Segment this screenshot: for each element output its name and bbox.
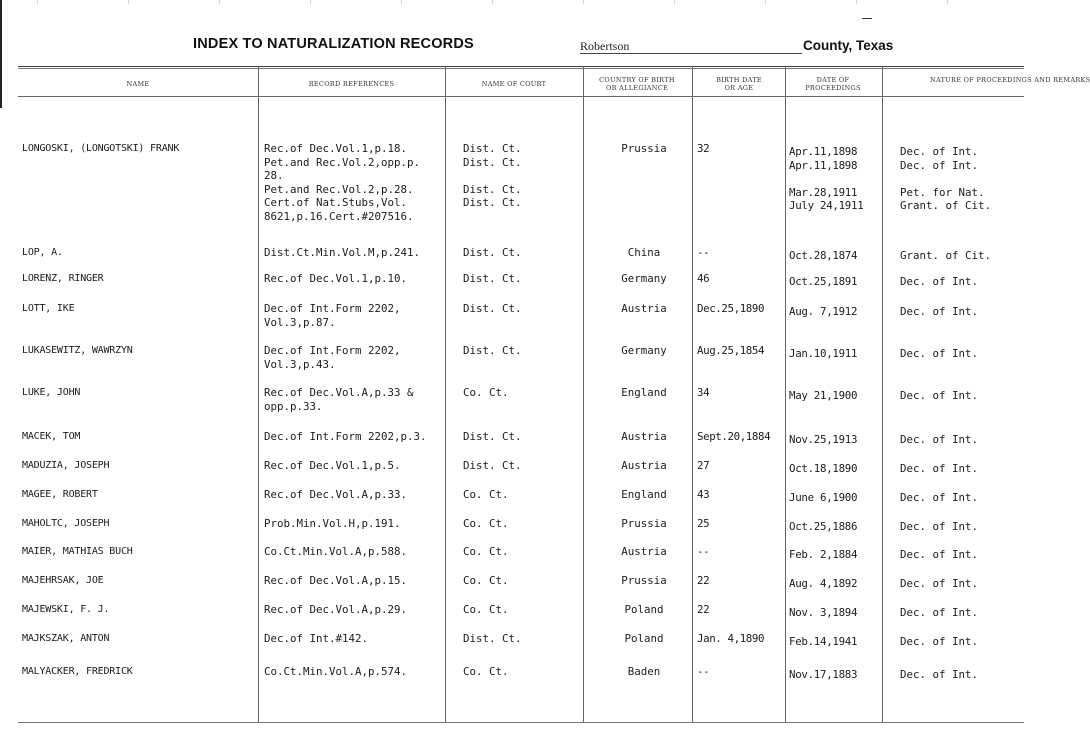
record-name: LOP, A. bbox=[22, 247, 63, 258]
cell-line: Dec.of Int.Form 2202, bbox=[264, 302, 401, 315]
cell-line: Co. Ct. bbox=[463, 517, 509, 530]
record-nature bbox=[900, 433, 978, 447]
record-references bbox=[264, 459, 401, 473]
column-divider bbox=[882, 67, 883, 723]
county-name: Robertson bbox=[580, 39, 630, 53]
record-nature bbox=[900, 389, 978, 403]
cell-line: Dec. of Int. bbox=[900, 433, 979, 446]
cell-line: Dec. of Int. bbox=[900, 305, 979, 318]
record-country: Austria bbox=[621, 459, 667, 472]
cell-line: Oct.18,1890 bbox=[789, 462, 858, 475]
cell-line: Co. Ct. bbox=[463, 488, 509, 501]
cell-line: Dec. of Int. bbox=[900, 548, 979, 561]
record-nature bbox=[900, 462, 978, 476]
cell-line: Rec.of Dec.Vol.A,p.33 & bbox=[264, 386, 414, 399]
cell-line: Co. Ct. bbox=[463, 545, 509, 558]
cell-line: Dec. of Int. bbox=[900, 158, 979, 172]
record-name: LOTT, IKE bbox=[22, 303, 75, 314]
record-references bbox=[264, 545, 407, 559]
record-name: LORENZ, RINGER bbox=[22, 273, 104, 284]
column-divider bbox=[445, 67, 446, 723]
record-birth: 46 bbox=[697, 272, 710, 285]
record-country: England bbox=[621, 488, 667, 501]
column-header-country: COUNTRY OF BIRTH OR ALLEGIANCE bbox=[599, 76, 675, 92]
record-court bbox=[463, 344, 522, 358]
record-references bbox=[264, 344, 401, 371]
record-name: MAJKSZAK, ANTON bbox=[22, 633, 110, 644]
record-nature bbox=[900, 635, 978, 649]
record-country: Prussia bbox=[621, 574, 667, 587]
column-header-court: NAME OF COURT bbox=[481, 80, 547, 88]
column-divider bbox=[583, 67, 584, 723]
cell-line: Dec. of Int. bbox=[900, 145, 979, 158]
record-birth: Dec.25,1890 bbox=[697, 302, 765, 315]
cell-line: Rec.of Dec.Vol.1,p.10. bbox=[264, 272, 408, 285]
cell-line: Dec. of Int. bbox=[900, 520, 979, 533]
column-header-date: DATE OF PROCEEDINGS bbox=[805, 76, 861, 92]
cell-line: Feb.14,1941 bbox=[789, 635, 858, 648]
record-name: MACEK, TOM bbox=[22, 431, 81, 442]
cell-line: Grant. of Cit. bbox=[900, 249, 992, 262]
record-name: MAIER, MATHIAS BUCH bbox=[22, 546, 133, 557]
cell-line: Apr.11,1898 bbox=[789, 145, 858, 158]
record-nature bbox=[900, 548, 978, 562]
record-references bbox=[264, 665, 407, 679]
cell-line: June 6,1900 bbox=[789, 491, 858, 504]
record-date bbox=[789, 548, 857, 562]
cell-line: Dist.Ct.Min.Vol.M,p.241. bbox=[264, 246, 421, 259]
cell-line bbox=[789, 172, 863, 186]
record-nature bbox=[900, 145, 991, 213]
record-nature bbox=[900, 491, 978, 505]
record-date bbox=[789, 577, 857, 591]
scan-dash-mark bbox=[862, 18, 872, 19]
cell-line: Aug. 7,1912 bbox=[789, 305, 858, 318]
record-birth: -- bbox=[697, 665, 710, 678]
record-date bbox=[789, 305, 857, 319]
record-references bbox=[264, 302, 401, 329]
record-name: MAJEWSKI, F. J. bbox=[22, 604, 110, 615]
record-court bbox=[463, 142, 522, 210]
record-country: Prussia bbox=[621, 517, 667, 530]
record-nature bbox=[900, 577, 978, 591]
record-country: Germany bbox=[621, 272, 667, 285]
record-birth: 25 bbox=[697, 517, 710, 530]
record-country: Poland bbox=[624, 632, 664, 645]
record-nature bbox=[900, 275, 978, 289]
record-birth: Jan. 4,1890 bbox=[697, 632, 765, 645]
page-title: INDEX TO NATURALIZATION RECORDS bbox=[193, 36, 474, 52]
record-nature bbox=[900, 305, 978, 319]
cell-line: Pet.and Rec.Vol.2,p.28. bbox=[264, 182, 414, 196]
record-birth: 43 bbox=[697, 488, 710, 501]
cell-line: Rec.of Dec.Vol.A,p.15. bbox=[264, 574, 408, 587]
record-birth: 32 bbox=[697, 142, 710, 155]
record-references bbox=[264, 603, 407, 617]
cell-line: Grant. of Cit. bbox=[900, 199, 992, 212]
record-nature bbox=[900, 520, 978, 534]
record-country: Austria bbox=[621, 430, 667, 443]
record-references bbox=[264, 272, 407, 286]
record-birth: 22 bbox=[697, 574, 710, 587]
record-court bbox=[463, 386, 509, 400]
record-court bbox=[463, 246, 522, 260]
column-divider bbox=[258, 67, 259, 723]
cell-line: Rec.of Dec.Vol.1,p.18. bbox=[264, 142, 408, 155]
record-country: Prussia bbox=[621, 142, 667, 155]
record-references bbox=[264, 142, 420, 223]
header-bottom-rule bbox=[18, 96, 1024, 97]
record-country: England bbox=[621, 386, 667, 399]
cell-line: Dec.of Int.Form 2202, bbox=[264, 344, 401, 357]
cell-line: Dist. Ct. bbox=[463, 632, 522, 645]
cell-line: Dist. Ct. bbox=[463, 196, 522, 209]
cell-line: Nov.25,1913 bbox=[789, 433, 858, 446]
cell-line: Co.Ct.Min.Vol.A,p.574. bbox=[264, 665, 408, 678]
record-nature bbox=[900, 347, 978, 361]
record-date bbox=[789, 606, 857, 620]
cell-line: July 24,1911 bbox=[789, 199, 864, 212]
cell-line: Dist. Ct. bbox=[463, 272, 522, 285]
column-header-record-references: RECORD REFERENCES bbox=[308, 80, 395, 88]
cell-line: Dist. Ct. bbox=[463, 459, 522, 472]
cell-line: Dec.of Int.#142. bbox=[264, 632, 369, 645]
cell-line: Cert.of Nat.Stubs,Vol. bbox=[264, 196, 408, 209]
cell-line: Dist. Ct. bbox=[463, 302, 522, 315]
record-court bbox=[463, 459, 522, 473]
county-suffix: County, Texas bbox=[803, 38, 894, 53]
cell-line: Jan.10,1911 bbox=[789, 347, 858, 360]
cell-line: Feb. 2,1884 bbox=[789, 548, 858, 561]
record-birth: Sept.20,1884 bbox=[697, 430, 771, 443]
record-birth: 22 bbox=[697, 603, 710, 616]
record-nature bbox=[900, 606, 978, 620]
record-birth: Aug.25,1854 bbox=[697, 344, 765, 357]
record-name: MAJEHRSAK, JOE bbox=[22, 575, 104, 586]
record-references bbox=[264, 386, 414, 413]
cell-line: Oct.25,1891 bbox=[789, 275, 858, 288]
record-country: Austria bbox=[621, 545, 667, 558]
cell-line: Dec. of Int. bbox=[900, 462, 979, 475]
cell-line: May 21,1900 bbox=[789, 389, 858, 402]
cell-line: Dist. Ct. bbox=[463, 430, 522, 443]
cell-line: Rec.of Dec.Vol.1,p.5. bbox=[264, 459, 401, 472]
cell-line: Dec. of Int. bbox=[900, 606, 979, 619]
record-country: China bbox=[627, 246, 661, 259]
record-date bbox=[789, 389, 857, 403]
record-date bbox=[789, 462, 857, 476]
record-court bbox=[463, 632, 522, 646]
record-name: LUKASEWITZ, WAWRZYN bbox=[22, 345, 133, 356]
record-references bbox=[264, 430, 427, 444]
record-court bbox=[463, 272, 522, 286]
record-date bbox=[789, 668, 857, 682]
column-divider bbox=[692, 67, 693, 723]
record-country: Baden bbox=[627, 665, 661, 678]
cell-line: Dec. of Int. bbox=[900, 668, 979, 681]
record-date bbox=[789, 635, 857, 649]
cell-line: Oct.25,1886 bbox=[789, 520, 858, 533]
cell-line: Dec. of Int. bbox=[900, 389, 979, 402]
record-nature bbox=[900, 249, 991, 263]
record-references bbox=[264, 246, 420, 260]
record-date bbox=[789, 249, 857, 263]
cell-line: opp.p.33. bbox=[264, 399, 323, 413]
cell-line: Nov. 3,1894 bbox=[789, 606, 858, 619]
cell-line: Rec.of Dec.Vol.A,p.33. bbox=[264, 488, 408, 501]
column-divider bbox=[785, 67, 786, 723]
cell-line: Co. Ct. bbox=[463, 574, 509, 587]
record-birth: -- bbox=[697, 545, 710, 558]
cell-line bbox=[900, 172, 991, 186]
column-header-birth: BIRTH DATE OR AGE bbox=[716, 76, 762, 92]
cell-line: Nov.17,1883 bbox=[789, 668, 858, 681]
record-court bbox=[463, 603, 509, 617]
cell-line: Dist. Ct. bbox=[463, 142, 522, 155]
record-court bbox=[463, 302, 522, 316]
cell-line: Prob.Min.Vol.H,p.191. bbox=[264, 517, 401, 530]
cell-line: Dec. of Int. bbox=[900, 635, 979, 648]
table-top-rule bbox=[18, 66, 1024, 67]
record-court bbox=[463, 517, 509, 531]
record-court bbox=[463, 488, 509, 502]
table-top-rule-2 bbox=[18, 68, 1024, 69]
record-date bbox=[789, 347, 857, 361]
cell-line: 8621,p.16.Cert.#207516. bbox=[264, 209, 414, 223]
cell-line: Dec. of Int. bbox=[900, 275, 979, 288]
cell-line: Vol.3,p.43. bbox=[264, 357, 336, 371]
cell-line: Pet.and Rec.Vol.2,opp.p. bbox=[264, 155, 421, 169]
record-name: MALYACKER, FREDRICK bbox=[22, 666, 133, 677]
cell-line: Oct.28,1874 bbox=[789, 249, 858, 262]
record-court bbox=[463, 430, 522, 444]
record-name: MAHOLTC, JOSEPH bbox=[22, 518, 110, 529]
record-court bbox=[463, 545, 509, 559]
record-birth: -- bbox=[697, 246, 710, 259]
cell-line: Vol.3,p.87. bbox=[264, 315, 336, 329]
record-nature bbox=[900, 668, 978, 682]
cell-line: Apr.11,1898 bbox=[789, 158, 858, 172]
record-date bbox=[789, 491, 857, 505]
cell-line: Dec. of Int. bbox=[900, 491, 979, 504]
cell-line: Dist. Ct. bbox=[463, 344, 522, 357]
record-references bbox=[264, 574, 407, 588]
cell-line bbox=[463, 169, 522, 183]
scan-edge-mark bbox=[0, 0, 2, 108]
column-header-name: NAME bbox=[126, 80, 150, 88]
county-underline bbox=[580, 53, 802, 54]
record-birth: 27 bbox=[697, 459, 710, 472]
cell-line: Rec.of Dec.Vol.A,p.29. bbox=[264, 603, 408, 616]
cell-line: Co.Ct.Min.Vol.A,p.588. bbox=[264, 545, 408, 558]
cell-line: Co. Ct. bbox=[463, 665, 509, 678]
column-header-nature: NATURE OF PROCEEDINGS AND REMARKS bbox=[930, 76, 1090, 84]
record-country: Germany bbox=[621, 344, 667, 357]
record-references bbox=[264, 517, 401, 531]
table-bottom-rule bbox=[18, 722, 1024, 723]
record-court bbox=[463, 665, 509, 679]
record-country: Austria bbox=[621, 302, 667, 315]
record-date bbox=[789, 433, 857, 447]
cell-line: Dec. of Int. bbox=[900, 577, 979, 590]
cell-line: Dec. of Int. bbox=[900, 347, 979, 360]
cell-line: Mar.28,1911 bbox=[789, 185, 858, 199]
record-name: LUKE, JOHN bbox=[22, 387, 81, 398]
record-name: MAGEE, ROBERT bbox=[22, 489, 98, 500]
record-birth: 34 bbox=[697, 386, 710, 399]
record-name: LONGOSKI, (LONGOTSKI) FRANK bbox=[22, 143, 180, 154]
record-references bbox=[264, 488, 407, 502]
record-date bbox=[789, 520, 857, 534]
record-court bbox=[463, 574, 509, 588]
cell-line: Dec.of Int.Form 2202,p.3. bbox=[264, 430, 427, 443]
cell-line: Co. Ct. bbox=[463, 603, 509, 616]
cell-line: Co. Ct. bbox=[463, 386, 509, 399]
cell-line: Dist. Ct. bbox=[463, 182, 522, 196]
cell-line: Pet. for Nat. bbox=[900, 185, 985, 199]
cell-line: Dist. Ct. bbox=[463, 246, 522, 259]
record-date bbox=[789, 275, 857, 289]
record-country: Poland bbox=[624, 603, 664, 616]
cell-line: Aug. 4,1892 bbox=[789, 577, 858, 590]
record-references bbox=[264, 632, 368, 646]
cell-line: Dist. Ct. bbox=[463, 155, 522, 169]
cell-line: 28. bbox=[264, 169, 284, 182]
record-date bbox=[789, 145, 863, 213]
scan-speckle bbox=[0, 0, 1024, 4]
record-name: MADUZIA, JOSEPH bbox=[22, 460, 110, 471]
